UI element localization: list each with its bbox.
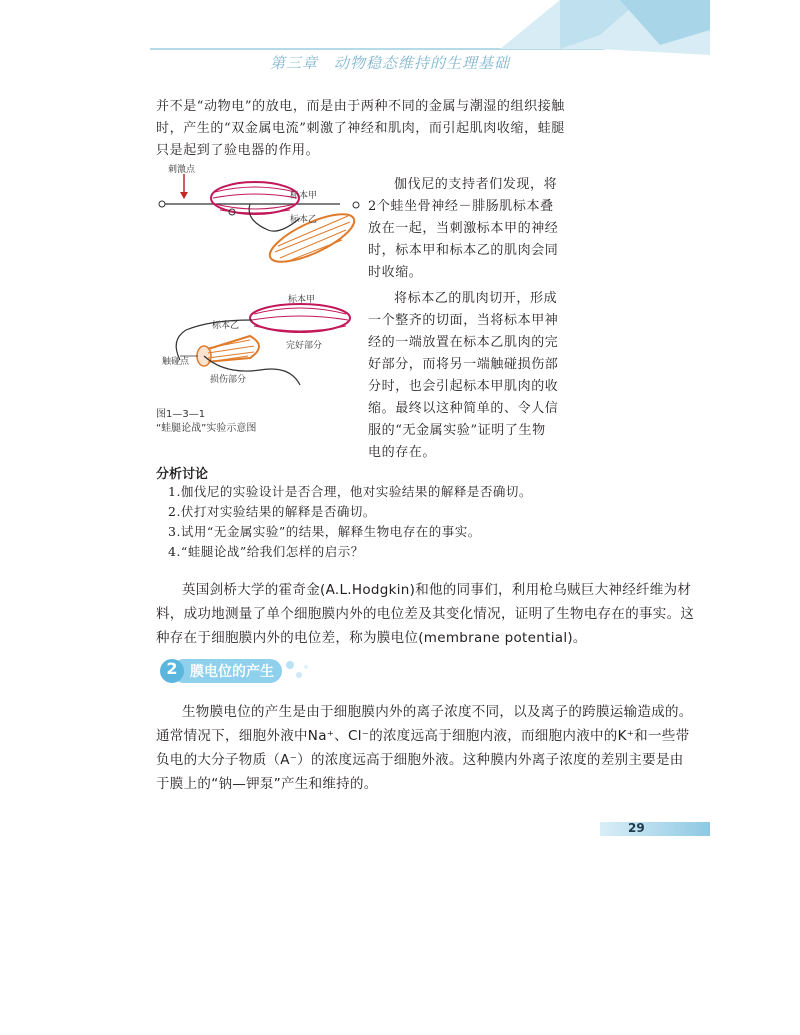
right2-line-6: 缩。最终以这种简单的、令人信 — [368, 401, 559, 416]
hodgkin-line-3: 种存在于细胞膜内外的电位差，称为膜电位(membrane potential)。 — [156, 630, 587, 646]
right2-line-7: 服的“无金属实验”证明了生物 — [368, 423, 546, 438]
section-line-3: 负电的大分子物质（A⁻）的浓度远高于细胞外液。这种膜内外离子浓度的差别主要是由 — [156, 752, 684, 768]
label-specimen-a-bottom: 标本甲 — [288, 295, 316, 305]
top-diagram — [150, 160, 370, 280]
label-stimulus-point: 刺激点 — [168, 165, 196, 175]
label-contact-point: 触碰点 — [162, 357, 190, 367]
right2-line-5: 分时，也会引起标本甲肌肉的收 — [368, 379, 559, 394]
page-number-bar — [600, 822, 710, 836]
right2-line-8: 电的存在。 — [368, 445, 437, 460]
label-intact-part: 完好部分 — [286, 341, 323, 351]
label-specimen-b-bottom: 标本乙 — [212, 321, 240, 331]
nerve-electrode-left — [159, 201, 165, 207]
intro-line-3: 只是起到了验电器的作用。 — [156, 143, 320, 158]
section-heading — [158, 655, 418, 685]
section-line-1: 生物膜电位的产生是由于细胞膜内外的离子浓度不同，以及离子的跨膜运输造成的。 — [182, 704, 693, 720]
right2-line-1: 将标本乙的肌肉切开，形成 — [394, 291, 558, 306]
section-number: 2 — [166, 659, 178, 678]
question-3: 3.试用“无金属实验”的结果，解释生物电存在的事实。 — [168, 524, 481, 539]
stimulus-arrowhead — [180, 192, 188, 199]
figure-number: 图1—3—1 — [156, 409, 206, 420]
label-specimen-a-top: 标本甲 — [290, 191, 318, 201]
label-damaged-part: 损伤部分 — [210, 375, 247, 385]
label-specimen-b-top: 标本乙 — [290, 215, 318, 225]
section-title: 膜电位的产生 — [190, 664, 274, 680]
chapter-title: 第三章 动物稳态维持的生理基础 — [270, 54, 511, 72]
hodgkin-line-2: 料，成功地测量了单个细胞膜内外的电位差及其变化情况，证明了生物电存在的事实。这 — [156, 606, 695, 622]
electrode-right — [353, 202, 359, 208]
question-1: 1.伽伐尼的实验设计是否合理，他对实验结果的解释是否确切。 — [168, 484, 532, 499]
hodgkin-line-1: 英国剑桥大学的霍奇金(A.L.Hodgkin)和他的同事们，利用枪乌贼巨大神经纤维为材 — [182, 582, 692, 598]
right2-line-3: 经的一端放置在标本乙肌肉的完 — [368, 335, 559, 350]
figure-caption: “蛙腿论战”实验示意图 — [156, 423, 257, 434]
intro-line-2: 时，产生的“双金属电流”刺激了神经和肌肉，而引起肌肉收缩，蛙腿 — [156, 121, 565, 136]
right1-line-5: 时收缩。 — [368, 265, 423, 280]
intro-line-1: 并不是“动物电”的放电，而是由于两种不同的金属与潮湿的组织接触 — [156, 99, 565, 114]
section-line-2: 通常情况下，细胞外液中Na⁺、Cl⁻的浓度远高于细胞内液，而细胞内液中的K⁺和一些带 — [156, 728, 690, 744]
question-2: 2.伏打对实验结果的解释是否确切。 — [168, 504, 376, 519]
right1-line-2: 2个蛙坐骨神经－腓肠肌标本叠 — [368, 199, 554, 214]
section-line-4: 于膜上的“钠—钾泵”产生和维持的。 — [156, 776, 378, 792]
bottom-diagram — [150, 290, 370, 400]
right1-line-1: 伽伐尼的支持者们发现，将 — [394, 177, 558, 192]
question-4: 4.“蛙腿论战”给我们怎样的启示？ — [168, 544, 364, 559]
page-number: 29 — [628, 821, 645, 835]
right2-line-4: 好部分，而将另一端触碰损伤部 — [368, 357, 559, 372]
discussion-title: 分析讨论 — [156, 467, 209, 482]
right2-line-2: 一个整齐的切面，当将标本甲神 — [368, 313, 559, 328]
right1-line-3: 放在一起，当刺激标本甲的神经 — [368, 221, 559, 236]
right1-line-4: 时，标本甲和标本乙的肌肉会同 — [368, 243, 559, 258]
